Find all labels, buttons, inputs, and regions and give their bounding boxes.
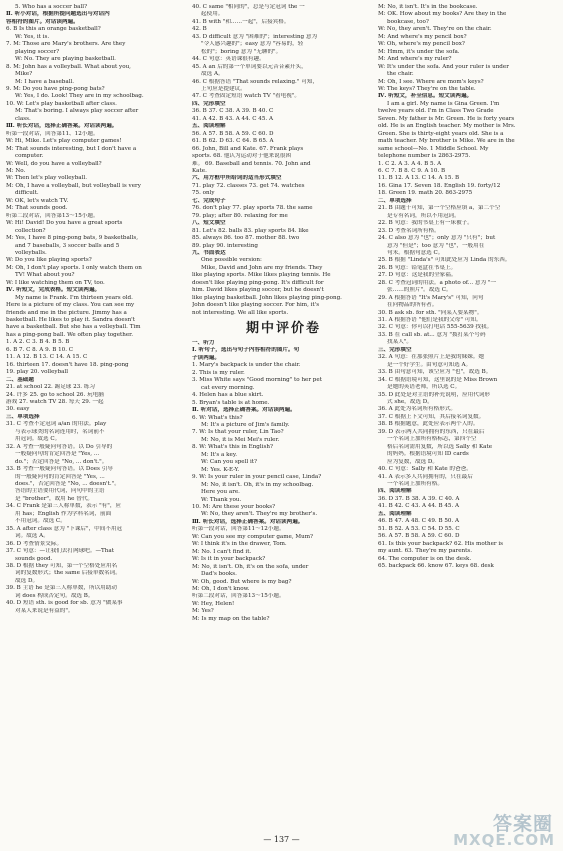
answer-column-3 — [378, 4, 558, 832]
watermark-line-1: 答案圈 — [492, 813, 553, 835]
text-line: 一般疑问句的肯定回答是 "Yes, ... — [15, 451, 100, 458]
text-line: 65. backpack 66. know 67. keys 68. desk — [378, 562, 494, 569]
text-line: 是她的英语老师，所以选 C。 — [387, 384, 461, 391]
text-line: W: Thank you. — [201, 496, 242, 503]
text-line: 34. C 根据语境可知，这里说的是 Miss Brown — [378, 376, 498, 383]
text-line: 词 does 构成否定句。故选 B。 — [15, 592, 94, 599]
text-line: W: No. They are playing basketball. — [15, 56, 116, 63]
text-line: 3. Miss White says "Good morning" to her pet — [192, 377, 322, 384]
text-line: 71. play 72. classes 73. get 74. watches — [192, 182, 305, 189]
text-line: 6. C 7. B 8. C 9. A 10. B — [378, 167, 446, 174]
text-line: W: Can you see my computer game, Mum? — [192, 533, 314, 540]
text-line: 32. C 句意：你可以打电话 555-5639 找我。 — [378, 324, 493, 331]
text-line: M: Oh, I see. Where are mom's keys? — [378, 78, 484, 85]
text-line: 39. B 主语 he 是第三人称单数，所以用助动 — [6, 585, 117, 592]
text-line: 36. D 考查情景交际。 — [6, 540, 63, 547]
text-line: 词。故选 A。 — [15, 533, 49, 540]
section-heading: Ⅰ. 听句子，选出与句子内容相符的图片。句 — [192, 347, 300, 354]
text-line: M: And where's my ruler? — [378, 56, 452, 63]
text-line: M: Oh, I don't play sports. I only watch them on — [6, 264, 142, 271]
text-line: I am a girl. My name is Gina Green. I'm — [387, 100, 500, 107]
text-line: M: That sounds good. — [6, 205, 68, 212]
text-line: W: Hi! David! Do you have a great sports — [6, 220, 123, 227]
text-line: W: It's under the sofa. And your ruler is under — [378, 63, 509, 70]
text-line: like playing sports. Mike likes playing tennis. He — [192, 272, 331, 279]
section-heading: Ⅱ. 听小对话，根据所提问题选出与对话内 — [6, 11, 110, 18]
text-line: 40. D 短语 sth. is good for sb. 意为 "做某事 — [6, 600, 123, 607]
section-heading: 三、单项选择 — [6, 413, 40, 420]
text-line: the chair. — [387, 71, 414, 78]
text-line: bookcase, too? — [387, 18, 429, 25]
text-line: like playing basketball. John likes playing ping-pong. — [192, 294, 342, 301]
text-line: 35. A after class 意为 "下课后"，中间不用冠 — [6, 525, 123, 532]
section-heading: 二、单项选择 — [378, 197, 412, 204]
text-line: 18. Green 19. math 20. 863-2975 — [378, 190, 473, 197]
section-title: 期中评价卷 — [245, 321, 321, 337]
section-heading: 五、阅读理解 — [192, 123, 226, 130]
text-line: 故选 A。 — [201, 71, 224, 78]
text-line: 8. W: What's this in English? — [192, 444, 273, 451]
text-line: 找某人"。 — [387, 339, 412, 346]
text-line: My name is Frank. I'm thirteen years old. — [15, 294, 133, 301]
text-line: 9. W: Is your ruler in your pencil case, Linda? — [192, 474, 322, 481]
text-line: 79. play; after 80. relaxing for me — [192, 212, 288, 219]
text-line: 松的"；boring 意为 "无聊的"。 — [201, 48, 282, 55]
text-line: Mike, David and John are my friends. They — [201, 264, 323, 271]
text-line: 11. B 12. A 13. C 14. A 15. B — [378, 175, 460, 182]
text-line: 6. B 7. C 8. A 9. B 10. C — [6, 346, 74, 353]
text-line: W: I like watching them on TV, too. — [6, 279, 105, 286]
text-line: W: Hey, Helen! — [192, 600, 235, 607]
text-line: 28. C 考查冠词的用法。a photo of... 意为 "一 — [378, 279, 497, 286]
section-heading: 四、阅读理解 — [378, 488, 412, 495]
text-line: 难。 69. Baseball and tennis. 70. John and — [192, 160, 311, 167]
text-line: 应为复数，故选 D。 — [387, 458, 439, 465]
text-line: 5. Who has a soccer ball? — [15, 4, 88, 10]
text-line: volleyballs. — [15, 249, 47, 256]
text-line: W: Hi, Mike. Let's play computer games! — [6, 138, 122, 145]
text-line: W: OK, let's watch TV. — [6, 197, 69, 204]
section-heading: 八、短文填空 — [192, 220, 226, 227]
text-line: basketball. He likes to play it. Sandra doesn't — [6, 317, 135, 324]
text-line: 36. A 此处为名词所有格形式。 — [378, 406, 457, 413]
text-line: computer. — [15, 153, 44, 160]
section-heading: Ⅳ. 听短文，补全信息。短文读两遍。 — [378, 93, 473, 100]
text-line: 1. C 2. A 3. A 4. B 5. A — [378, 160, 442, 167]
text-line: same school—No. 1 Middle School. My — [378, 145, 489, 152]
text-line: sounds good. — [15, 555, 53, 562]
text-line: W: No, they aren't. They're on the chair. — [378, 26, 492, 33]
text-line: 46. B 47. A 48. C 49. B 50. A — [378, 518, 460, 525]
text-line: M: Yes, I have 8 ping-pong bats, 9 basketballs, — [6, 235, 139, 242]
text-line: M: No, it isn't. It's in the bookcase. — [378, 4, 478, 10]
text-line: collection? — [15, 227, 46, 234]
text-line: M: It's a picture of Jim's family. — [201, 422, 290, 429]
section-heading: Ⅲ. 听长对话，选择正确答案。对话读两遍。 — [6, 123, 118, 130]
text-line: 30. easy — [6, 406, 30, 413]
text-line: 是一个好学生。由句意可知选 A。 — [387, 361, 472, 368]
text-line: 答语的主语要用代词，问句中的主语 — [15, 488, 105, 495]
text-line: W: Then let's play volleyball. — [6, 175, 87, 182]
text-line: 游戏 27. watch TV 28. 每天 29. 一起 — [6, 399, 104, 406]
text-line: not interesting. We all like sports. — [192, 309, 289, 316]
section-heading: 四、完形填空 — [192, 100, 226, 107]
text-line: 2. This is my ruler. — [192, 369, 245, 376]
text-line: 1. Mary's backpack is under the chair. — [192, 362, 301, 369]
section-heading: Ⅲ. 听长对话，选择正确答案。对话读两遍。 — [192, 518, 304, 525]
text-line: 不用冠词。故选 C。 — [15, 518, 66, 525]
text-line: W: I think it's in the drawer, Tom. — [192, 541, 287, 548]
text-line: M: I have a baseball. — [15, 78, 75, 85]
text-line: 7. M: Those are Mary's brothers. Are they — [6, 41, 126, 48]
text-line: 29. A 根据答语 "It's Mary's" 可知，问句 — [378, 294, 484, 301]
text-line: 听第一段对话，回答第11～12小题。 — [192, 526, 285, 533]
text-line: Green. She is thirty-eight years old. She is a — [378, 130, 504, 137]
watermark-logo — [427, 809, 559, 849]
text-line: 43. D difficult 意为 "困难的"；interesting 意为 — [192, 33, 318, 40]
text-line: M: Is my map on the table? — [192, 615, 270, 622]
text-line: M: Oh, I have a volleyball, but volleyball is very — [6, 182, 141, 189]
text-line: 37. C 根据上下文可知，其后接名词复数。 — [378, 413, 485, 420]
text-line: 30. B ask sb. for sth. "向某人要某物"。 — [378, 309, 483, 316]
text-line: 21. B 由题干可知，第一个空格应填 a，第二个空 — [378, 205, 501, 212]
text-line: 意为 "但是"；too 意为 "也"，一般用在 — [387, 242, 485, 249]
text-line: him. David likes playing soccer, but he doesn't — [192, 287, 324, 294]
text-line: 10. W: Let's play basketball after class. — [6, 100, 117, 107]
section-heading: Ⅱ. 听对话，选择正确答案。对话读两遍。 — [192, 407, 296, 414]
text-line: 6. W: What's this? — [192, 414, 243, 421]
text-line: 对某人来说是有益的"。 — [15, 607, 74, 614]
text-line: 81. Let's 82. balls 83. play sports 84. like — [192, 227, 309, 234]
text-line: 16. Gina 17. Seven 18. English 19. forty/12 — [378, 182, 501, 189]
text-line: M: No. — [6, 167, 26, 174]
section-heading: 七、完成句子 — [192, 197, 226, 204]
text-line: 41. A 42. B 43. A 44. C 45. A — [192, 115, 273, 122]
text-line: has a ping-pong ball. We often play together. — [6, 331, 134, 338]
text-line: M: No, it isn't. Oh, it's in my schoolbag. — [201, 481, 314, 488]
text-line: have a basketball. But she has a volleyball. Tim — [6, 324, 141, 331]
text-line: 起使用。 — [201, 11, 224, 18]
text-line: M: That's boring. I always play soccer after — [15, 108, 139, 115]
text-line: 85. always 86. too 87. mother 88. two — [192, 235, 300, 242]
text-line: 1. A 2. C 3. B 4. B 5. B — [6, 339, 70, 346]
text-line: 格后名词需用复数，所以选 Sally 和 Kate — [387, 443, 493, 450]
text-line: 45. A an 后的第一个单词要以元音音素开头， — [192, 63, 307, 70]
text-line: W: Yes, I do. Look! They are in my schoolbag. — [15, 93, 144, 100]
text-line: 51. B 52. A 53. C 54. D 55. C — [378, 525, 460, 532]
text-line: 9. M: Do you have ping-pong bats? — [6, 85, 105, 92]
text-line: 32. A 考查一般疑问句答语。以 Do 引导的 — [6, 443, 113, 450]
text-line: 33. B 考查一般疑问句答语。以 Does 引导 — [6, 466, 113, 473]
text-line: 听第一段对话，回答第11、12小题。 — [6, 130, 99, 137]
text-line: M: Hmm, it's under the sofa. — [378, 48, 460, 55]
text-line: sports. 68. 他认为运动对于他来说很困 — [192, 153, 291, 160]
text-line: 44. C 句意：英语课很有趣。 — [192, 56, 265, 63]
text-line: Here is a picture of my class. You can see my — [6, 302, 135, 309]
text-line: Mike? — [15, 71, 33, 78]
text-line: 37. C 句意：—让我们去打网球吧。—That — [6, 548, 114, 555]
text-line: W: Well, do you have a volleyball? — [6, 160, 102, 167]
text-line: 41. A 表示多人共同拥有的，只在最后 — [378, 473, 473, 480]
section-heading: 六、用方框中所给词的适当形式填空 — [192, 175, 282, 182]
text-line: 24. C also 意为 "也"；only 意为 "只有"；but — [378, 235, 496, 242]
text-line: 张……的照片"。故选 C。 — [387, 287, 452, 294]
text-line: 33. B 在 call sb. at... 意为 "拨打某个号码 — [378, 331, 486, 338]
text-line: 61. B 62. D 63. C 64. B 65. A — [192, 138, 274, 145]
text-line: 8. M: John has a volleyball. What about you, — [6, 63, 131, 70]
text-line: 32. A 句意：在那张照片上是我的妹妹。她 — [378, 354, 484, 361]
text-line: 11. A 12. B 13. C 14. A 15. C — [6, 354, 88, 361]
text-line: M: No. I can't find it. — [192, 548, 252, 555]
text-line: 21. at school 22. 踢足球 23. 练习 — [6, 384, 96, 391]
text-line: 47. C 考查固定短语 watch TV "看电视"。 — [192, 93, 301, 100]
text-line: 75. only — [192, 190, 215, 197]
section-heading: Ⅳ. 听短文，完成表格。短文读两遍。 — [6, 287, 101, 294]
text-line: W: Do you like playing sports? — [6, 257, 92, 264]
text-line: W: Yes, it is. — [15, 33, 50, 40]
text-line: 的妈妈。根据语境可知 ID cards — [387, 451, 469, 458]
text-line: W: No, they aren't. They're my brother's. — [201, 511, 318, 518]
text-line: does."，否定回答是 "No, ... doesn't."。 — [15, 481, 120, 487]
text-line: M: It's a key. — [201, 451, 238, 458]
text-line: 一个名词上加所有格标志，第四个空 — [387, 436, 477, 443]
section-heading: 九、书面表达 — [192, 249, 226, 256]
text-line: 用冠词。故选 C。 — [15, 436, 61, 443]
text-line: 23. D 考查名词所有格。 — [378, 227, 440, 234]
text-line: 25. B 根据 "Linda's" 可知此处应为 Linda 的东西。 — [378, 257, 511, 264]
text-line: 6. B Is this an orange basketball? — [6, 26, 101, 33]
text-line: 故选 D。 — [15, 577, 39, 584]
text-line: 5. Bryan's table is at home. — [192, 399, 270, 406]
text-line: 16. thirteen 17. doesn't have 18. ping-pong — [6, 361, 129, 368]
text-line: Dad's books. — [201, 571, 237, 578]
text-line: W: Oh, where's my pencil box? — [378, 41, 465, 48]
text-line: 27. D 句意：这是我的全家福。 — [378, 272, 457, 279]
text-line: 35. D 此处是对主语的补充说明，应用代词形 — [378, 391, 491, 398]
text-line: 36. B 37. C 38. A 39. B 40. C — [192, 108, 274, 115]
text-line: 与表示球类的名词连用时，名词前不 — [15, 428, 105, 435]
text-line: 词的复数形式；the same 后接单数名词。 — [15, 570, 121, 577]
text-line: 76. don't play 77. play sports 78. the same — [192, 205, 313, 212]
text-line: class. — [15, 115, 31, 122]
text-line: 34. C Frank 是第三人称单数，表示 "有"，应 — [6, 503, 122, 510]
text-line: Seven. My father is Mr. Green. He is forty years — [378, 115, 515, 122]
text-line: 46. C 根据答语 "That sounds relaxing." 可知， — [192, 78, 318, 85]
text-line: 31. A 根据答语 "他们是我的父母" 可知。 — [378, 317, 482, 324]
text-line: 56. A 57. B 58. A 59. C 60. D — [192, 130, 274, 137]
text-line: math teacher. My brother is Mike. We are in the — [378, 138, 515, 145]
text-line: 7. W: Is that your ruler, Lin Tao? — [192, 429, 284, 436]
text-line: 41. B 42. C 43. A 44. B 45. A — [378, 503, 460, 510]
text-line: do."；否定回答是 "No, ... don't."。 — [15, 458, 108, 465]
text-line: 42. B — [192, 26, 207, 33]
section-heading: 二、基础题 — [6, 376, 34, 383]
text-line: my aunt. 63. They're my parents. — [378, 548, 473, 555]
text-line: cat every morning. — [201, 384, 255, 391]
text-line: 听第二段对话，回答第13～15小题。 — [6, 212, 99, 219]
text-line: 听第二段对话，回答第13～15小题。 — [192, 593, 285, 600]
text-line: One possible version: — [201, 257, 262, 264]
text-line: 66. John, Bill and Kate. 67. Frank plays — [192, 145, 304, 152]
text-line: 33. B 由句意可知，该空应为 "也"，故选 B。 — [378, 369, 492, 376]
text-line: M: And where's my pencil box? — [378, 33, 467, 40]
text-line: 句末。根据句意选 C。 — [387, 249, 444, 256]
text-line: W: Oh, good. But where is my bag? — [192, 578, 292, 585]
text-line: difficult. — [15, 190, 39, 197]
text-line: 19. play 20. volleyball — [6, 369, 69, 376]
text-line: 是 "brother"，故用 he 替代。 — [15, 495, 94, 502]
text-line: 4. Helen has a blue skirt. — [192, 392, 264, 399]
text-line: 38. B 根据题意，此处应表示两个人的。 — [378, 421, 479, 428]
text-line: 22. B 句意：我的书桌上有一床被子。 — [378, 220, 473, 227]
text-line: old. He is an English teacher. My mother is Mrs. — [378, 123, 516, 130]
text-line: playing soccer? — [15, 48, 60, 55]
answer-column-1 — [6, 4, 190, 832]
text-line: 39. D 表示两人共同拥有的东西，只在最后 — [378, 428, 485, 435]
text-line: M: OK. How about my books? Are they in the — [378, 11, 507, 18]
text-line: twelve years old. I'm in Class Two Grade — [378, 108, 494, 115]
text-line: W: Can you spell it? — [201, 459, 257, 466]
text-line: 26. B 句意：铅笔盒在书桌上。 — [378, 264, 457, 271]
text-line: M: Yes? — [192, 608, 214, 615]
text-line: 24. 许多 25. go to school 26. 玩电脑 — [6, 391, 104, 398]
text-line: 31. C 考查不定冠词 a/an 的用法。play — [6, 421, 107, 428]
answer-column-2 — [192, 4, 375, 832]
text-line: 的一般疑问句的肯定回答是 "Yes, ... — [15, 473, 105, 480]
text-line: M: No, it isn't. Oh, it's on the sofa, under — [192, 563, 309, 570]
text-line: M: That sounds interesting, but I don't have a — [6, 145, 137, 152]
text-line: W: The keys? They're on the table. — [378, 85, 476, 92]
text-line: and 7 baseballs, 3 soccer balls and 5 — [15, 242, 120, 249]
text-line: 10. M: Are these your books? — [192, 504, 276, 510]
text-line: 41. B with "和……一起"，后接宾格。 — [192, 18, 290, 25]
text-line: 89. play 90. interesting — [192, 242, 259, 249]
text-line: friends and me in the picture. Jimmy has a — [6, 309, 127, 316]
text-line: 40. C 句意：Sally 和 Kate 的爸爸。 — [378, 466, 472, 473]
text-line: M: No, it is Mei Mei's ruler. — [201, 436, 280, 443]
text-line: 式 she，故选 D。 — [387, 399, 433, 406]
text-line: 40. C same "相同的"，总是与定冠词 the 一 — [192, 4, 305, 10]
text-line: M: Yes. K-E-Y. — [201, 466, 240, 473]
text-line: 在问物品的所有者。 — [387, 302, 438, 309]
section-heading: 容相符的图片。对话读两遍。 — [6, 18, 79, 25]
text-line: M: Oh, I don't know. — [192, 585, 250, 592]
text-line: Kate. — [192, 167, 207, 174]
watermark-line-2: MXQE.COM — [453, 831, 555, 849]
page-number: — 137 — — [263, 835, 300, 844]
text-line: W: Is it in your backpack? — [192, 556, 266, 563]
text-line: 64. The computer is on the desk. — [378, 555, 472, 562]
text-line: doesn't like playing ping-pong. It's difficult for — [192, 279, 324, 286]
text-line: 是专有名词，所以不用冠词。 — [387, 212, 460, 219]
section-heading: 子读两遍。 — [192, 354, 220, 361]
text-line: 用 has；English 作为学科名词，前面 — [15, 510, 112, 517]
text-line: 38. D 根据 they 可知，第一个空格处应用名 — [6, 562, 118, 569]
section-heading: 三、完形填空 — [378, 346, 412, 353]
text-line: John doesn't like playing soccer. For him, it's — [192, 302, 320, 309]
section-heading: 一、听力 — [192, 340, 215, 347]
text-line: Here you are. — [201, 489, 240, 496]
text-line: 56. A 57. B 58. A 59. C 60. D — [378, 533, 460, 540]
text-line: TV! What about you? — [15, 272, 75, 279]
text-line: 上句应是提建议。 — [201, 85, 246, 92]
text-line: 61. Is this your backpack? 62. His mother is — [378, 540, 503, 547]
text-line: 36. D 37. B 38. A 39. C 40. A — [378, 495, 460, 502]
section-heading: 五、阅读理解 — [378, 510, 412, 517]
text-line: telephone number is 2863-2975. — [378, 153, 471, 160]
text-line: "令人感兴趣的"；easy 意为 "容易的，轻 — [201, 41, 304, 48]
text-line: 一个名词上加所有格。 — [387, 481, 443, 487]
